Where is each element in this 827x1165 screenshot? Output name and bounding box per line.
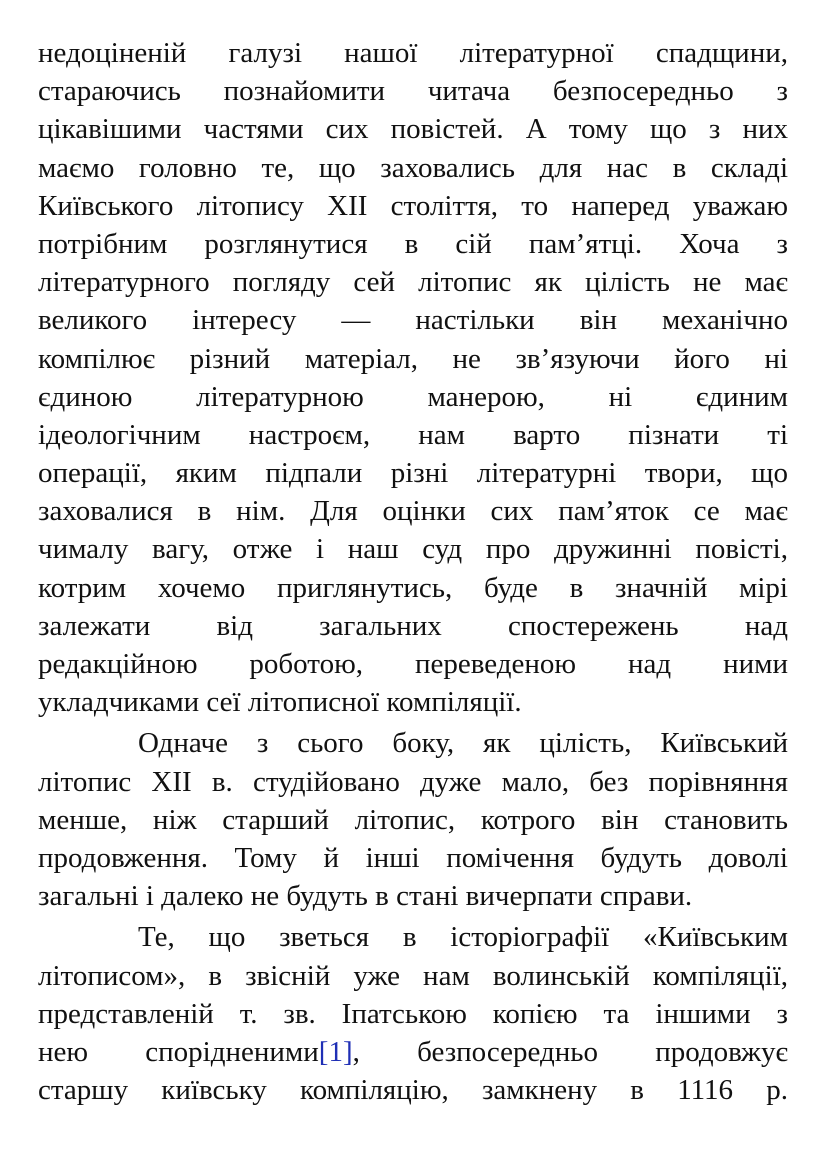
text-line: літопис XII в. студійовано дуже мало, без порівняння	[38, 765, 788, 798]
text-line: старшу київську компіляцію, замкнену в 1116 р.	[38, 1074, 788, 1107]
text-line: Київського літопису XII століття, то наперед уважаю	[38, 189, 788, 222]
text-line: єдиною літературною манерою, ні єдиним	[38, 380, 788, 413]
text-line: продовження. Тому й інші помічення будуть доволі	[38, 841, 788, 874]
document-page	[38, 34, 788, 1109]
text-line: операції, яким підпали різні літературні твори, що	[38, 457, 788, 490]
text-line: літературного погляду сей літопис як цілість не має	[38, 266, 788, 299]
paragraph-3	[38, 918, 788, 1109]
text-line: котрим хочемо приглянутись, буде в значній мірі	[38, 571, 788, 604]
text-line: чималу вагу, отже і наш суд про дружинні повісті,	[38, 533, 788, 566]
text-line: загальні і далеко не будуть в стані вичерпати справи.	[38, 880, 693, 913]
text-line: Одначе з сього боку, як цілість, Київський	[138, 727, 788, 760]
text-line: потрібним розглянутися в сій пам’ятці. Хоча з	[38, 227, 788, 260]
text-line: маємо головно те, що заховались для нас в складі	[38, 151, 788, 184]
text-line: цікавішими частями сих повістей. А тому що з них	[38, 113, 788, 146]
text-line: ідеологічним настроєм, нам варто пізнати ті	[38, 418, 788, 451]
text-line: редакційною роботою, переведеною над ними	[38, 648, 788, 680]
footnote-link[interactable]: [1]	[318, 1035, 353, 1068]
text-line: недоціненій галузі нашої літературної спадщини,	[38, 37, 788, 69]
footnote-line-before: нею спорідненими	[38, 1035, 319, 1068]
text-line: великого інтересу — настільки він механічно	[38, 304, 788, 337]
text-line: заховалися в нім. Для оцінки сих пам’яток се має	[38, 495, 788, 528]
text-line: Те, що зветься в історіографії «Київським	[138, 921, 788, 954]
text-line: залежати від загальних спостережень над	[38, 609, 788, 642]
text-line: компілює різний матеріал, не зв’язуючи його ні	[38, 342, 788, 375]
text-line: менше, ніж старший літопис, котрого він становить	[38, 803, 788, 836]
text-line: літописом», в звісній уже нам волинській компіляції,	[38, 959, 788, 992]
text-line: стараючись познайомити читача безпосередньо з	[38, 75, 788, 108]
paragraph-1	[38, 34, 788, 721]
text-line-with-footnote	[38, 1033, 788, 1071]
text-line: укладчиками сеї літописної компіляції.	[38, 686, 522, 719]
paragraph-2	[38, 724, 788, 915]
footnote-line-after: , безпосередньо продовжує	[352, 1035, 788, 1068]
text-line: представленій т. зв. Іпатською копією та іншими з	[38, 997, 788, 1030]
